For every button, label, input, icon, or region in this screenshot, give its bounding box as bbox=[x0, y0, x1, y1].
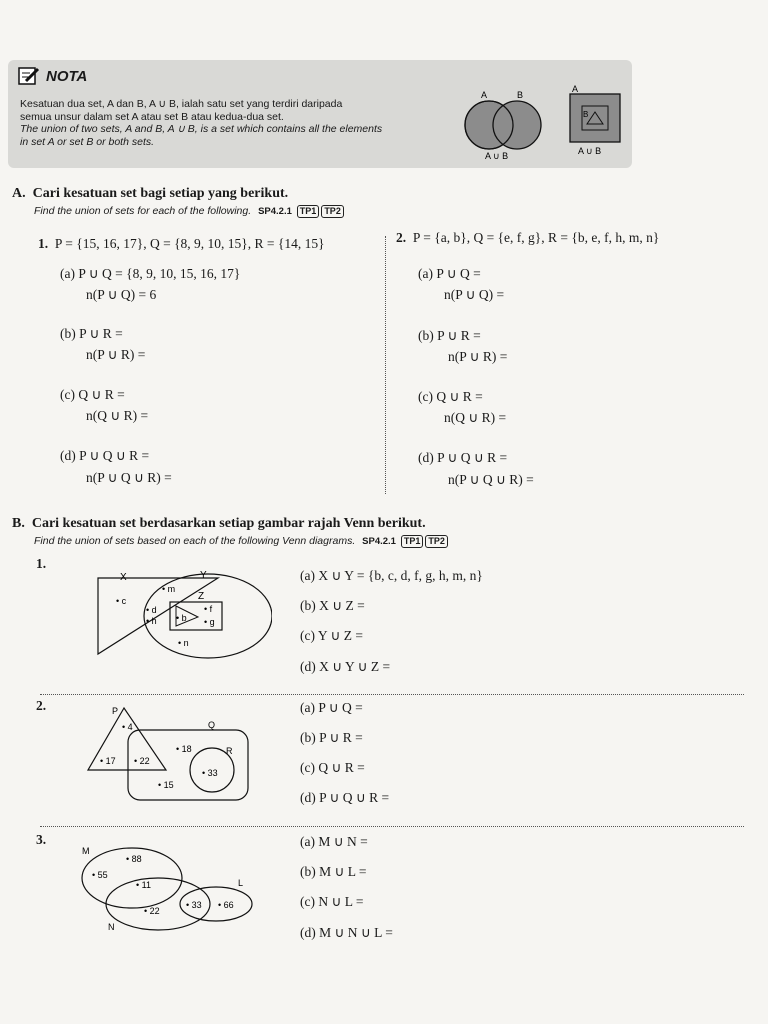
column-divider bbox=[385, 236, 386, 494]
section-a-subheading bbox=[34, 205, 344, 218]
a-q1-b-line1: (b) P ∪ R = bbox=[60, 326, 123, 341]
b-q1-el-g: • g bbox=[204, 617, 215, 627]
venn1-label-b: B bbox=[517, 90, 524, 100]
b-q1-label-y: Y bbox=[200, 570, 207, 581]
b-q3-el-66: • 66 bbox=[218, 900, 234, 910]
b-q1-el-c: • c bbox=[116, 596, 127, 606]
nota-line-1: Kesatuan dua set, A dan B, A ∪ B, ialah satu set yang terdiri daripada bbox=[20, 98, 343, 110]
section-a-heading bbox=[12, 186, 288, 202]
b-q3-el-22: • 22 bbox=[144, 906, 160, 916]
b-q2-c: (c) Q ∪ R = bbox=[300, 760, 365, 775]
b-q1-label-x: X bbox=[120, 572, 127, 583]
b-q3-venn bbox=[78, 838, 258, 936]
section-b-tag-1: TP1 bbox=[401, 535, 424, 548]
a-q2-a-line1: (a) P ∪ Q = bbox=[418, 266, 481, 281]
b-q1-venn bbox=[92, 566, 272, 670]
b-q2-el-17: • 17 bbox=[100, 756, 116, 766]
b-q2-label-r: R bbox=[226, 746, 233, 756]
b-q2-a: (a) P ∪ Q = bbox=[300, 700, 363, 715]
b-q2-el-22: • 22 bbox=[134, 756, 150, 766]
a-q2-b-line2: n(P ∪ R) = bbox=[448, 349, 508, 364]
nota-venn-subset bbox=[566, 84, 628, 162]
b-q1-a: (a) X ∪ Y = {b, c, d, f, g, h, m, n} bbox=[300, 568, 483, 583]
b-q1-c: (c) Y ∪ Z = bbox=[300, 628, 363, 643]
b-q2-el-18: • 18 bbox=[176, 744, 192, 754]
a-q1-a-line2: n(P ∪ Q) = 6 bbox=[86, 287, 157, 302]
b-q1-el-m: • m bbox=[162, 584, 176, 594]
pencil-note-icon bbox=[18, 66, 40, 86]
section-a-tag-1: TP1 bbox=[297, 205, 320, 218]
venn1-label-a: A bbox=[481, 90, 488, 100]
a-q1-given bbox=[38, 236, 325, 252]
b-q1-label-z: Z bbox=[198, 591, 205, 602]
section-b-title: Cari kesatuan set berdasarkan setiap gambar rajah Venn berikut. bbox=[31, 516, 426, 531]
a-q2-given bbox=[396, 230, 659, 246]
section-a-subtitle: Find the union of sets for each of the following. bbox=[34, 205, 252, 217]
b-q2-number: 2. bbox=[36, 698, 47, 713]
b-q1-d: (d) X ∪ Y ∪ Z = bbox=[300, 659, 391, 674]
section-b-code: SP4.2.1 bbox=[362, 536, 396, 547]
a-q1-number: 1. bbox=[38, 236, 49, 251]
a-q1-b-line2: n(P ∪ R) = bbox=[86, 347, 146, 362]
b-q1-b: (b) X ∪ Z = bbox=[300, 598, 365, 613]
b-q3-el-55: • 55 bbox=[92, 870, 108, 880]
nota-text bbox=[20, 98, 450, 148]
b-q3-el-88: • 88 bbox=[126, 854, 142, 864]
b-q1-el-h: • h bbox=[146, 616, 157, 626]
venn2-caption: A ∪ B bbox=[578, 146, 602, 156]
b-divider-2 bbox=[40, 826, 744, 827]
venn2-label-b: B bbox=[583, 110, 589, 119]
a-q1-c-line1: (c) Q ∪ R = bbox=[60, 387, 125, 402]
b-q3-el-11: • 11 bbox=[136, 880, 151, 890]
b-q2-label-q: Q bbox=[208, 720, 216, 730]
b-q1-el-n: • n bbox=[178, 638, 189, 648]
nota-venn-union bbox=[455, 86, 555, 164]
b-q3-el-33: • 33 bbox=[186, 900, 202, 910]
venn2-label-a: A bbox=[572, 84, 579, 94]
a-q2-a-line2: n(P ∪ Q) = bbox=[444, 287, 505, 302]
section-a-title: Cari kesatuan set bagi setiap yang berikut. bbox=[32, 186, 289, 201]
b-q2-venn bbox=[84, 704, 254, 802]
a-q2-d-line1: (d) P ∪ Q ∪ R = bbox=[418, 450, 508, 465]
b-q2-b: (b) P ∪ R = bbox=[300, 730, 363, 745]
b-q2-label-p: P bbox=[112, 706, 119, 716]
b-q3-number: 3. bbox=[36, 832, 47, 847]
a-q2-b-line1: (b) P ∪ R = bbox=[418, 328, 481, 343]
b-q1-el-d: • d bbox=[146, 605, 157, 615]
section-a-letter: A. bbox=[12, 186, 26, 201]
b-q3-label-n: N bbox=[108, 922, 115, 932]
b-q3-label-m: M bbox=[82, 846, 90, 856]
a-q1-a-line1: (a) P ∪ Q = {8, 9, 10, 15, 16, 17} bbox=[60, 266, 241, 281]
b-q2-d: (d) P ∪ Q ∪ R = bbox=[300, 790, 390, 805]
a-q1-c-line2: n(Q ∪ R) = bbox=[86, 408, 149, 423]
b-q1-number: 1. bbox=[36, 556, 47, 571]
b-divider-1 bbox=[40, 694, 744, 695]
section-b-heading bbox=[12, 516, 426, 532]
venn1-caption: A ∪ B bbox=[485, 151, 509, 161]
a-q2-d-line2: n(P ∪ Q ∪ R) = bbox=[448, 472, 534, 487]
b-q3-a: (a) M ∪ N = bbox=[300, 834, 368, 849]
b-q2-el-15: • 15 bbox=[158, 780, 174, 790]
a-q1-d-line2: n(P ∪ Q ∪ R) = bbox=[86, 470, 172, 485]
b-q2-el-33: • 33 bbox=[202, 768, 218, 778]
section-b-tag-2: TP2 bbox=[425, 535, 448, 548]
nota-line-3: The union of two sets, A and B, A ∪ B, is a set which contains all the elements bbox=[20, 123, 383, 135]
nota-title: NOTA bbox=[46, 68, 88, 85]
nota-line-2: semua unsur dalam set A atau set B atau kedua-dua set. bbox=[20, 110, 284, 123]
section-b-subtitle: Find the union of sets based on each of the following Venn diagrams. bbox=[34, 535, 356, 547]
a-q2-c-line1: (c) Q ∪ R = bbox=[418, 389, 483, 404]
b-q1-el-f: • f bbox=[204, 604, 213, 614]
a-q1-d-line1: (d) P ∪ Q ∪ R = bbox=[60, 448, 150, 463]
b-q3-c: (c) N ∪ L = bbox=[300, 894, 364, 909]
a-q1-sets: P = {15, 16, 17}, Q = {8, 9, 10, 15}, R = {14, 15} bbox=[54, 236, 325, 251]
section-a-tag-2: TP2 bbox=[321, 205, 344, 218]
a-q2-number: 2. bbox=[396, 230, 407, 245]
a-q2-sets: P = {a, b}, Q = {e, f, g}, R = {b, e, f, h, m, n} bbox=[412, 230, 660, 245]
nota-line-4: in set A or set B or both sets. bbox=[20, 135, 155, 148]
b-q2-el-4: • 4 bbox=[122, 722, 133, 732]
section-b-letter: B. bbox=[12, 516, 25, 531]
b-q3-b: (b) M ∪ L = bbox=[300, 864, 367, 879]
b-q1-el-b: • b bbox=[176, 613, 187, 623]
b-q3-label-l: L bbox=[238, 878, 244, 888]
section-b-subheading bbox=[34, 535, 448, 548]
b-q3-d: (d) M ∪ N ∪ L = bbox=[300, 925, 393, 940]
section-a-code: SP4.2.1 bbox=[258, 206, 292, 217]
a-q2-c-line2: n(Q ∪ R) = bbox=[444, 410, 507, 425]
